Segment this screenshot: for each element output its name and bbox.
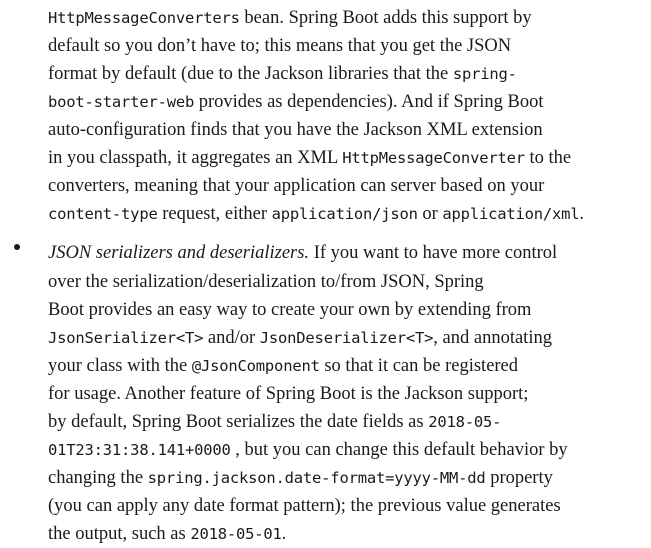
inline-code: JsonDeserializer<T> xyxy=(259,329,434,347)
text-line xyxy=(48,144,571,172)
text-line xyxy=(48,200,584,228)
text-line xyxy=(48,408,501,436)
text-run: or xyxy=(417,204,443,224)
text-run: the output, such as xyxy=(48,524,191,544)
text-run: so that it can be registered xyxy=(319,356,519,376)
text-run: and/or xyxy=(203,328,260,348)
text-run: provides as dependencies). And if Spring Boot xyxy=(194,92,544,112)
text-run: , but you can change this default behavior by xyxy=(230,440,568,460)
text-run: If you want to have more control xyxy=(309,243,558,263)
inline-code: @JsonComponent xyxy=(191,357,320,375)
inline-code: 01T23:31:38.141+0000 xyxy=(48,441,231,459)
text-run: your class with the xyxy=(48,356,192,376)
inline-code: application/json xyxy=(271,205,418,223)
text-run: , and annotating xyxy=(433,328,552,348)
text-run: format by default (due to the Jackson libraries that the xyxy=(48,64,453,84)
text-run: property xyxy=(485,468,553,488)
text-line xyxy=(48,520,286,548)
text-line: auto-configuration finds that you have the Jackson XML extension xyxy=(48,120,543,140)
text-run: . xyxy=(579,204,585,224)
bullet-point xyxy=(14,244,20,250)
text-line xyxy=(48,4,532,32)
text-line: Boot provides an easy way to create your own by extending from xyxy=(48,300,532,320)
text-line xyxy=(48,88,544,116)
inline-code: HttpMessageConverter xyxy=(342,149,525,167)
text-line: (you can apply any date format pattern); the previous value generates xyxy=(48,496,561,516)
text-line xyxy=(48,324,552,352)
text-run: changing the xyxy=(48,468,148,488)
text-line: for usage. Another feature of Spring Boot is the Jackson support; xyxy=(48,384,529,404)
inline-code: 2018-05- xyxy=(428,413,502,431)
text-line: converters, meaning that your application can server based on your xyxy=(48,176,545,196)
text-run: request, either xyxy=(157,204,272,224)
text-line xyxy=(48,352,518,380)
text-line: default so you don’t have to; this means that you get the JSON xyxy=(48,36,512,56)
text-run: by default, Spring Boot serializes the date fields as xyxy=(48,412,429,432)
text-run: to the xyxy=(524,148,572,168)
text-line xyxy=(48,60,517,88)
inline-code: 2018-05-01 xyxy=(190,525,282,543)
text-line xyxy=(48,239,557,267)
inline-code: content-type xyxy=(48,205,158,223)
inline-code: spring.jackson.date-format=yyyy-MM-dd xyxy=(147,469,486,487)
text-run: . xyxy=(281,524,287,544)
text-line xyxy=(48,436,568,464)
text-run: in you classpath, it aggregates an XML xyxy=(48,148,343,168)
inline-code: boot-starter-web xyxy=(48,93,195,111)
text-line xyxy=(48,464,553,492)
inline-code: HttpMessageConverters xyxy=(48,9,240,27)
emphasis-term: JSON serializers and deserializers. xyxy=(48,243,310,263)
text-line: over the serialization/deserialization to/from JSON, Spring xyxy=(48,272,484,292)
text-run: bean. Spring Boot adds this support by xyxy=(239,8,532,28)
inline-code: application/xml xyxy=(442,205,580,223)
inline-code: JsonSerializer<T> xyxy=(48,329,204,347)
inline-code: spring- xyxy=(452,65,517,83)
